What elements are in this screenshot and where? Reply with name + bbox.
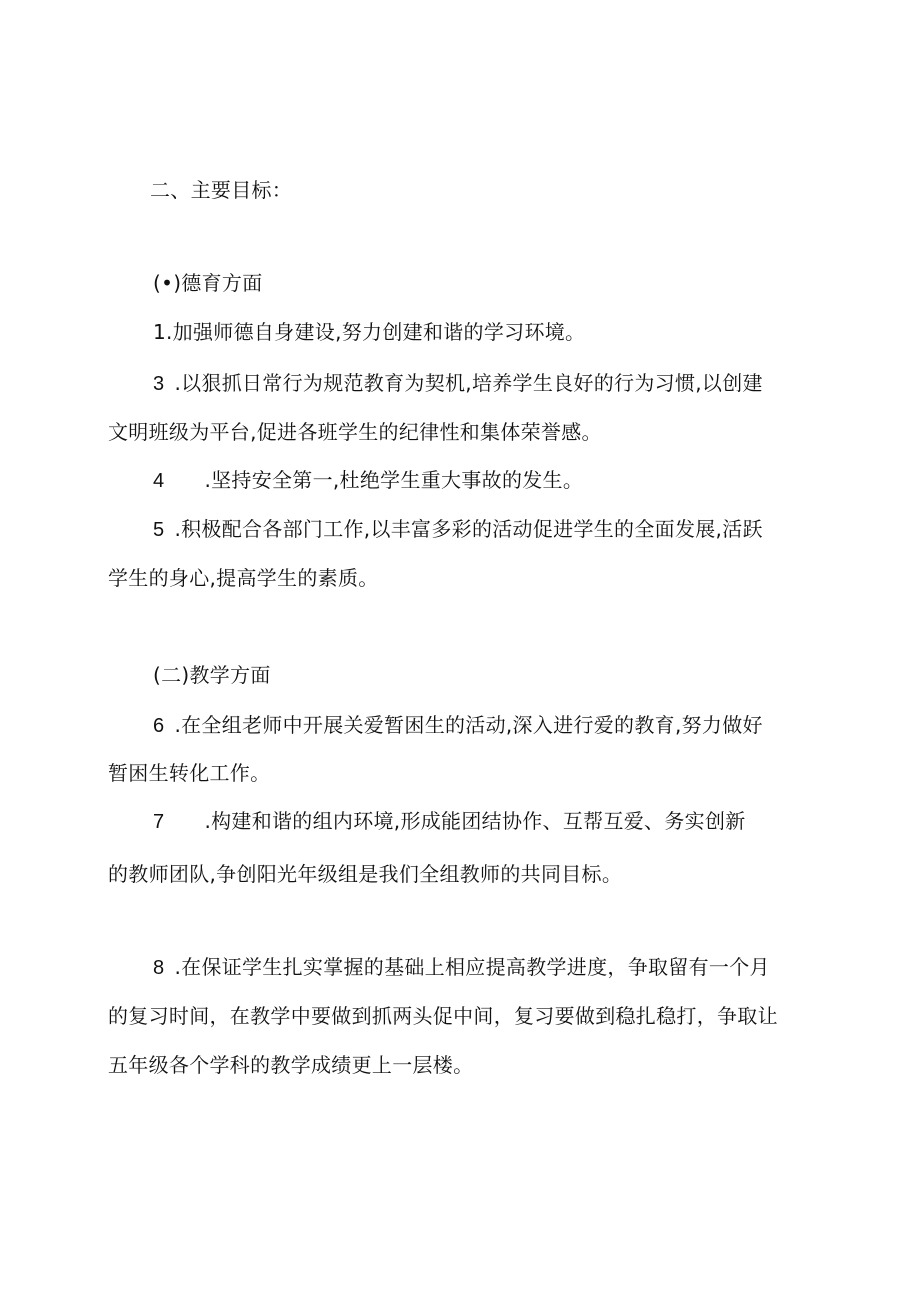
moral-item-5-line-2: 学生的身心,提高学生的素质。	[108, 566, 379, 590]
item-text: .以狠抓日常行为规范教育为契机,培养学生良好的行为习惯,以创建	[174, 371, 763, 395]
item-number: 4	[153, 470, 165, 492]
teaching-item-8-line-3: 五年级各个学科的教学成绩更上一层楼。	[108, 1053, 474, 1077]
teaching-item-6-line-2: 暂困生转化工作。	[108, 761, 271, 785]
item-text: .坚持安全第一,杜绝学生重大事故的发生。	[204, 468, 584, 492]
teaching-item-7-line-1	[153, 809, 746, 834]
moral-item-3-line-2: 文明班级为平台,促进各班学生的纪律性和集体荣誉感。	[108, 420, 602, 444]
item-number: 3	[153, 373, 165, 395]
item-number: 8	[153, 957, 165, 979]
moral-item-3-line-1	[153, 371, 763, 396]
item-text: .在保证学生扎实掌握的基础上相应提高教学进度，争取留有一个月	[174, 955, 770, 979]
teaching-item-6-line-1	[153, 713, 763, 738]
item-text: .构建和谐的组内环境,形成能团结协作、互帮互爱、务实创新	[204, 809, 746, 833]
item-text: .积极配合各部门工作,以丰富多彩的活动促进学生的全面发展,活跃	[174, 517, 763, 541]
item-number: 6	[153, 715, 165, 737]
section-title: 二、主要目标：	[150, 178, 293, 202]
moral-item-4	[153, 468, 583, 493]
item-number: 5	[153, 519, 165, 541]
teaching-item-7-line-2: 的教师团队,争创阳光年级组是我们全组教师的共同目标。	[108, 862, 623, 886]
item-text: .在全组老师中开展关爱暂困生的活动,深入进行爱的教育,努力做好	[174, 713, 763, 737]
moral-item-1: 1.加强师德自身建设,努力创建和谐的学习环境。	[153, 320, 586, 344]
teaching-item-8-line-1	[153, 955, 770, 980]
teaching-heading: (二)教学方面	[153, 663, 271, 687]
item-number: 7	[153, 811, 165, 833]
moral-item-5-line-1	[153, 517, 763, 542]
teaching-item-8-line-2: 的复习时间，在教学中要做到抓两头促中间，复习要做到稳扎稳打，争取让	[108, 1004, 778, 1028]
moral-education-heading: (•)德育方面	[153, 271, 263, 295]
